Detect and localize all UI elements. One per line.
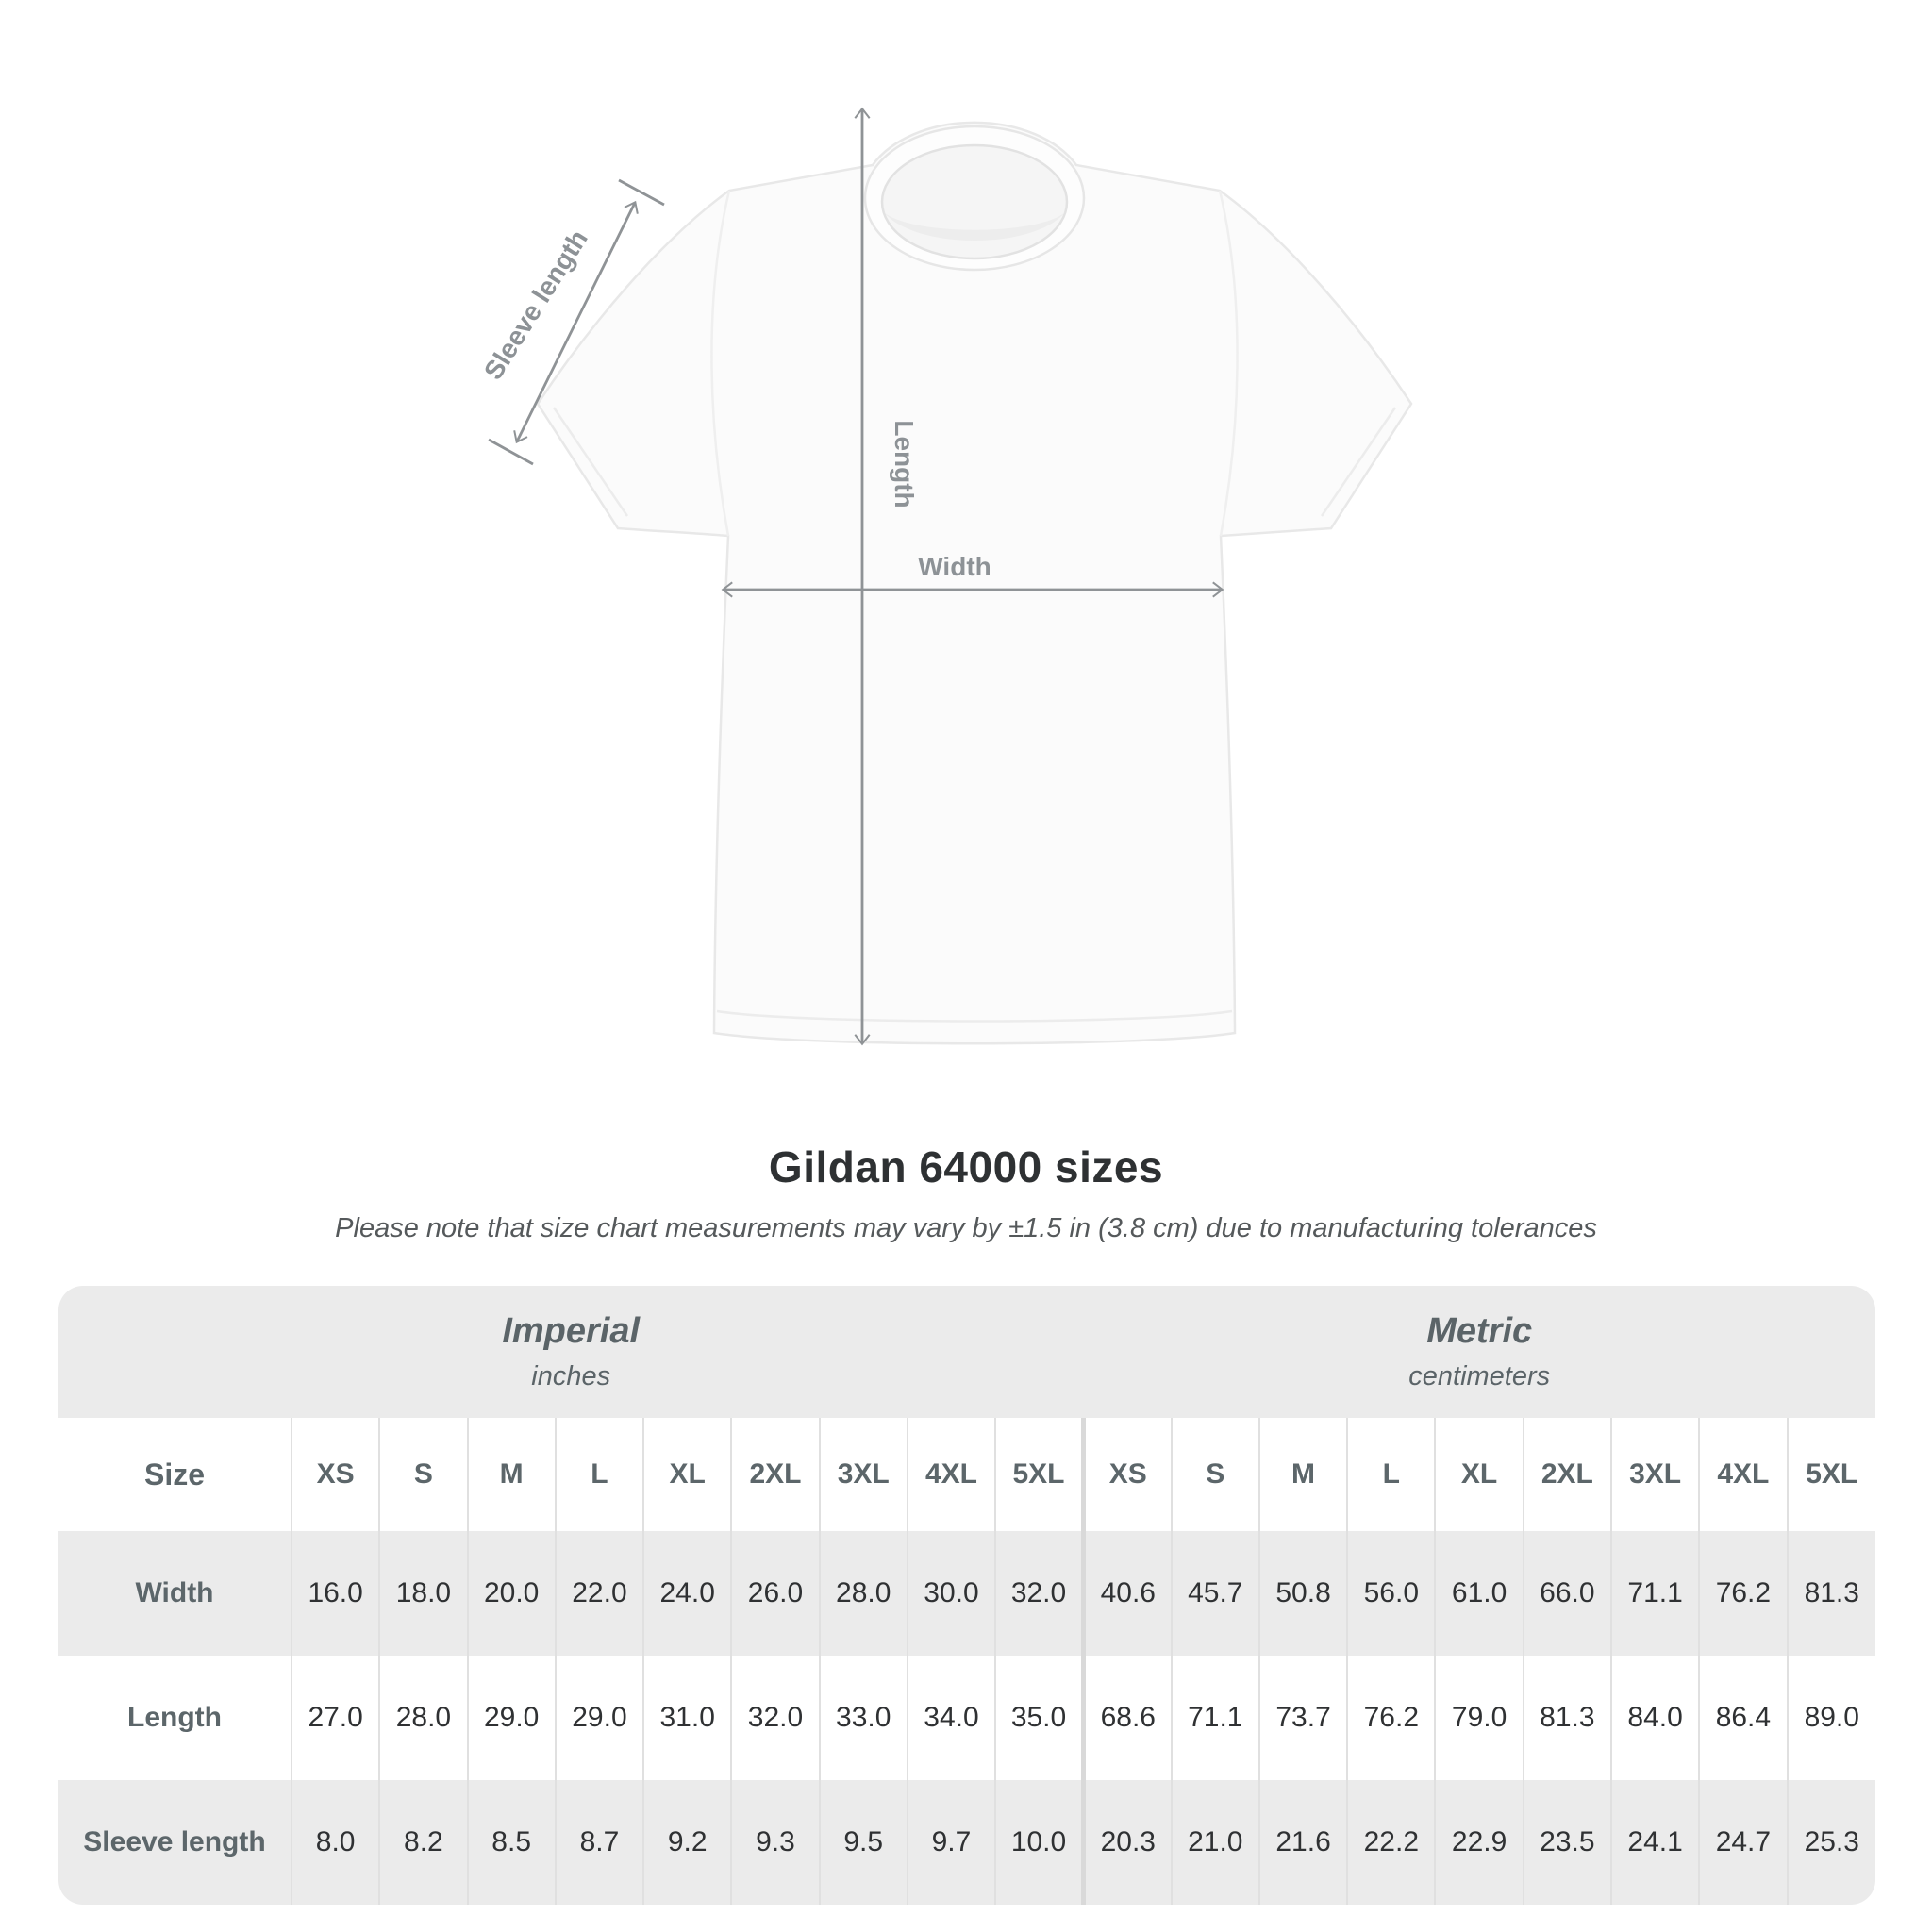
table-cell: 71.1 xyxy=(1172,1656,1259,1780)
col-header-metric-xl: XL xyxy=(1435,1418,1523,1531)
size-table xyxy=(58,1286,1875,1905)
table-cell: 21.0 xyxy=(1172,1780,1259,1905)
table-cell: 9.2 xyxy=(643,1780,731,1905)
table-cell: 76.2 xyxy=(1347,1656,1435,1780)
col-header-metric-l: L xyxy=(1347,1418,1435,1531)
col-header-imperial-5xl: 5XL xyxy=(995,1418,1083,1531)
table-cell: 26.0 xyxy=(731,1531,819,1656)
table-cell: 76.2 xyxy=(1699,1531,1787,1656)
table-cell: 33.0 xyxy=(820,1656,908,1780)
col-header-metric-xs: XS xyxy=(1083,1418,1171,1531)
table-cell: 34.0 xyxy=(908,1656,995,1780)
unit-section-row xyxy=(58,1286,1875,1418)
sleeve-arrow-bottom-cap xyxy=(489,440,533,464)
row-label: Sleeve length xyxy=(58,1780,291,1905)
table-cell: 84.0 xyxy=(1611,1656,1699,1780)
table-cell: 71.1 xyxy=(1611,1531,1699,1656)
table-cell: 56.0 xyxy=(1347,1531,1435,1656)
table-cell: 68.6 xyxy=(1083,1656,1171,1780)
table-cell: 32.0 xyxy=(731,1656,819,1780)
table-cell: 21.6 xyxy=(1259,1780,1347,1905)
table-cell: 16.0 xyxy=(291,1531,379,1656)
table-cell: 29.0 xyxy=(556,1656,643,1780)
table-cell: 40.6 xyxy=(1083,1531,1171,1656)
table-cell: 73.7 xyxy=(1259,1656,1347,1780)
page-subtitle: Please note that size chart measurements may vary by ±1.5 in (3.8 cm) due to manufacturing tolerances xyxy=(335,1213,1597,1243)
table-cell: 22.9 xyxy=(1435,1780,1523,1905)
table-cell: 24.1 xyxy=(1611,1780,1699,1905)
col-header-imperial-s: S xyxy=(379,1418,467,1531)
col-header-metric-s: S xyxy=(1172,1418,1259,1531)
width-label: Width xyxy=(918,552,991,581)
table-cell: 81.3 xyxy=(1524,1656,1611,1780)
col-header-imperial-xs: XS xyxy=(291,1418,379,1531)
metric-section-header xyxy=(1083,1286,1875,1418)
table-cell: 20.0 xyxy=(468,1531,556,1656)
metric-section-unit: centimeters xyxy=(1408,1361,1551,1391)
table-cell: 25.3 xyxy=(1788,1780,1875,1905)
table-cell: 50.8 xyxy=(1259,1531,1347,1656)
length-row xyxy=(58,1656,1875,1780)
col-header-imperial-xl: XL xyxy=(643,1418,731,1531)
table-cell: 8.5 xyxy=(468,1780,556,1905)
table-cell: 10.0 xyxy=(995,1780,1083,1905)
length-label: Length xyxy=(890,420,919,508)
metric-section-title: Metric xyxy=(1426,1311,1533,1351)
table-cell: 9.7 xyxy=(908,1780,995,1905)
table-cell: 86.4 xyxy=(1699,1656,1787,1780)
table-cell: 31.0 xyxy=(643,1656,731,1780)
table-cell: 8.0 xyxy=(291,1780,379,1905)
col-header-metric-3xl: 3XL xyxy=(1611,1418,1699,1531)
table-cell: 66.0 xyxy=(1524,1531,1611,1656)
table-cell: 32.0 xyxy=(995,1531,1083,1656)
col-header-imperial-4xl: 4XL xyxy=(908,1418,995,1531)
table-cell: 30.0 xyxy=(908,1531,995,1656)
width-row xyxy=(58,1531,1875,1656)
size-table-container xyxy=(58,1286,1875,1905)
col-header-metric-2xl: 2XL xyxy=(1524,1418,1611,1531)
table-cell: 79.0 xyxy=(1435,1656,1523,1780)
table-cell: 18.0 xyxy=(379,1531,467,1656)
table-cell: 24.0 xyxy=(643,1531,731,1656)
col-header-imperial-l: L xyxy=(556,1418,643,1531)
collar-opening xyxy=(882,145,1067,258)
table-cell: 22.2 xyxy=(1347,1780,1435,1905)
table-cell: 9.3 xyxy=(731,1780,819,1905)
table-cell: 27.0 xyxy=(291,1656,379,1780)
sleeve-length-row xyxy=(58,1780,1875,1905)
table-cell: 22.0 xyxy=(556,1531,643,1656)
col-header-imperial-2xl: 2XL xyxy=(731,1418,819,1531)
page-title: Gildan 64000 sizes xyxy=(768,1142,1164,1191)
table-cell: 8.2 xyxy=(379,1780,467,1905)
imperial-section-title: Imperial xyxy=(502,1311,641,1351)
size-header-row xyxy=(58,1418,1875,1531)
col-header-metric-4xl: 4XL xyxy=(1699,1418,1787,1531)
sleeve-arrow-top-cap xyxy=(619,180,664,205)
col-header-imperial-m: M xyxy=(468,1418,556,1531)
row-label: Length xyxy=(58,1656,291,1780)
imperial-section-header xyxy=(58,1286,1083,1418)
table-cell: 20.3 xyxy=(1083,1780,1171,1905)
table-cell: 28.0 xyxy=(379,1656,467,1780)
table-cell: 8.7 xyxy=(556,1780,643,1905)
table-cell: 9.5 xyxy=(820,1780,908,1905)
imperial-section-unit: inches xyxy=(531,1361,611,1391)
table-cell: 35.0 xyxy=(995,1656,1083,1780)
table-cell: 45.7 xyxy=(1172,1531,1259,1656)
tshirt-graphic xyxy=(538,123,1411,1043)
table-cell: 29.0 xyxy=(468,1656,556,1780)
table-cell: 28.0 xyxy=(820,1531,908,1656)
table-cell: 24.7 xyxy=(1699,1780,1787,1905)
tshirt-measurement-diagram xyxy=(377,57,1585,1094)
table-cell: 89.0 xyxy=(1788,1656,1875,1780)
size-col-header: Size xyxy=(58,1418,291,1531)
row-label: Width xyxy=(58,1531,291,1656)
sleeve-length-label: Sleeve length xyxy=(477,225,593,385)
table-cell: 61.0 xyxy=(1435,1531,1523,1656)
col-header-metric-5xl: 5XL xyxy=(1788,1418,1875,1531)
col-header-metric-m: M xyxy=(1259,1418,1347,1531)
table-cell: 23.5 xyxy=(1524,1780,1611,1905)
table-cell: 81.3 xyxy=(1788,1531,1875,1656)
col-header-imperial-3xl: 3XL xyxy=(820,1418,908,1531)
